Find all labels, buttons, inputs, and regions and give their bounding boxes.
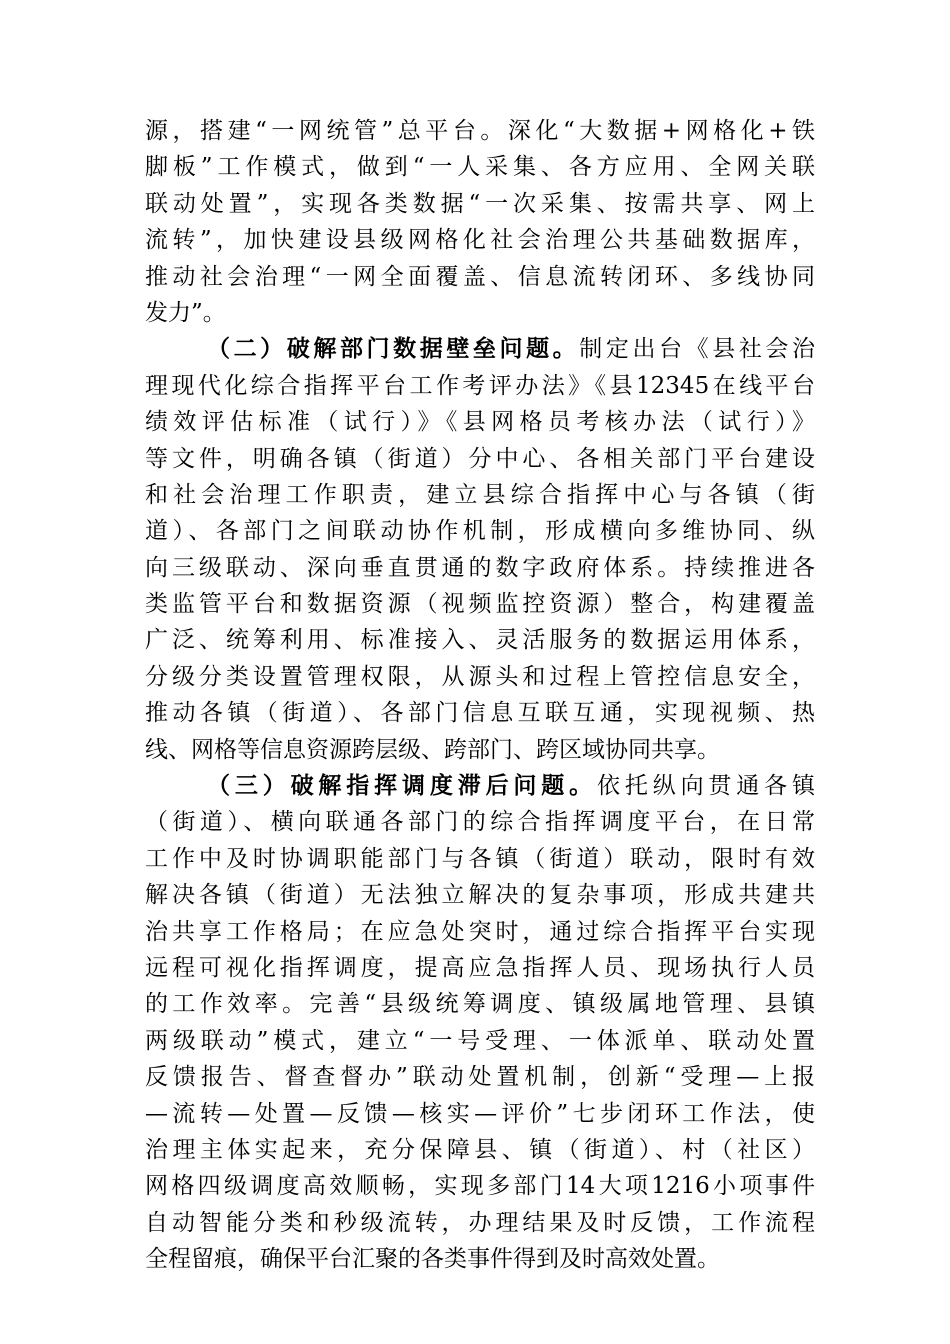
text-line: 反馈报告、督查督办”联动处置机制，创新“受理—上报 xyxy=(145,1064,815,1091)
text-line: 流转”，加快建设县级网格化社会治理公共基础数据库， xyxy=(145,227,815,254)
text-line: （街道）、横向联通各部门的综合指挥调度平台，在日常 xyxy=(145,809,815,836)
text-line: 等文件，明确各镇（街道）分中心、各相关部门平台建设 xyxy=(145,445,815,472)
text-line: 全程留痕，确保平台汇聚的各类事件得到及时高效处置。 xyxy=(145,1246,720,1273)
text-line: 线、网格等信息资源跨层级、跨部门、跨区域协同共享。 xyxy=(145,736,720,763)
section-heading: （二）破解部门数据壁垒问题。 xyxy=(207,335,580,363)
text-line: 绩效评估标准（试行）》《县网格员考核办法（试行）》 xyxy=(145,409,815,436)
text-line: 治共享工作格局；在应急处突时，通过综合指挥平台实现 xyxy=(145,918,815,945)
text-line: 网格四级调度高效顺畅，实现多部门14大项1216小项事件 xyxy=(145,1173,815,1200)
text-line: —流转—处置—反馈—核实—评价”七步闭环工作法，使 xyxy=(145,1100,815,1127)
paragraph-first-line xyxy=(145,331,815,367)
text-line: 推动社会治理“一网全面覆盖、信息流转闭环、多线协同 xyxy=(145,263,815,290)
text-line: 自动智能分类和秒级流转，办理结果及时反馈，工作流程 xyxy=(145,1209,815,1236)
text-line: 的工作效率。完善“县级统筹调度、镇级属地管理、县镇 xyxy=(145,991,815,1018)
text-line: 解决各镇（街道）无法独立解决的复杂事项，形成共建共 xyxy=(145,882,815,909)
text-line: 工作中及时协调职能部门与各镇（街道）联动，限时有效 xyxy=(145,845,815,872)
text-line: 脚板”工作模式，做到“一人采集、各方应用、全网关联 xyxy=(145,154,815,181)
text-span: 依托纵向贯通各镇 xyxy=(597,773,816,800)
paragraph-2 xyxy=(145,331,815,768)
text-line: 远程可视化指挥调度，提高应急指挥人员、现场执行人员 xyxy=(145,954,815,981)
text-span: 制定出台《县社会治 xyxy=(579,336,816,363)
text-line: 理现代化综合指挥平台工作考评办法》《县12345在线平台 xyxy=(145,372,815,399)
text-line: 向三级联动、深向垂直贯通的数字政府体系。持续推进各 xyxy=(145,554,815,581)
text-line: 类监管平台和数据资源（视频监控资源）整合，构建覆盖 xyxy=(145,591,815,618)
paragraph-1 xyxy=(145,113,815,331)
paragraph-3 xyxy=(145,768,815,1277)
text-line: 道）、各部门之间联动协作机制，形成横向多维协同、纵 xyxy=(145,518,815,545)
text-line: 发力”。 xyxy=(145,299,226,326)
text-line: 源，搭建“一网统管”总平台。深化“大数据+网格化+铁 xyxy=(145,118,815,144)
text-line: 联动处置”，实现各类数据“一次采集、按需共享、网上 xyxy=(145,190,815,217)
text-line: 和社会治理工作职责，建立县综合指挥中心与各镇（街 xyxy=(145,481,815,508)
paragraph-first-line xyxy=(145,768,815,804)
text-line: 两级联动”模式，建立“一号受理、一体派单、联动处置 xyxy=(145,1027,815,1054)
text-line: 推动各镇（街道）、各部门信息互联互通，实现视频、热 xyxy=(145,700,815,727)
section-heading: （三）破解指挥调度滞后问题。 xyxy=(207,772,597,800)
text-line: 广泛、统筹利用、标准接入、灵活服务的数据运用体系， xyxy=(145,627,815,654)
document-body xyxy=(145,113,815,1278)
text-line: 分级分类设置管理权限，从源头和过程上管控信息安全， xyxy=(145,663,815,690)
text-line: 治理主体实起来，充分保障县、镇（街道）、村（社区） xyxy=(145,1136,815,1163)
